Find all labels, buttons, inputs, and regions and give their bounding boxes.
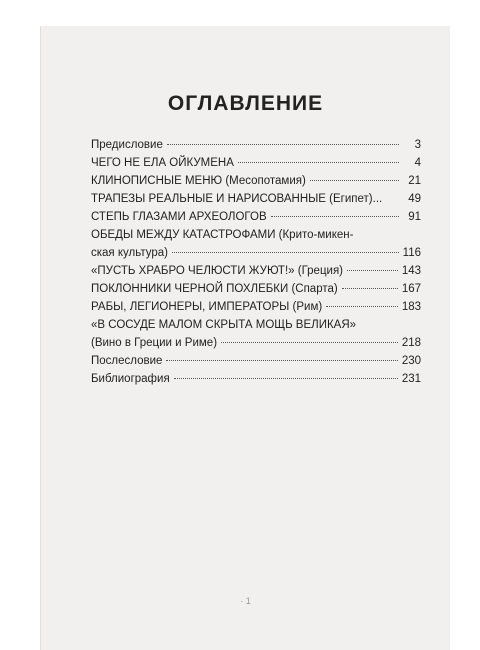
dot-leader <box>326 306 398 307</box>
toc-entry-title-continued: ская культура) <box>91 247 168 259</box>
toc-entry <box>91 226 421 262</box>
toc-entry-page: 49 <box>408 193 421 205</box>
toc-entry-page: 21 <box>408 175 421 187</box>
dot-leader <box>347 270 398 271</box>
page-folio: · 1 <box>240 596 251 606</box>
toc-entry-title: «В СОСУДЕ МАЛОМ СКРЫТА МОЩЬ ВЕЛИКАЯ» <box>91 319 357 331</box>
toc-entry-page: 231 <box>401 373 421 385</box>
dot-leader <box>342 288 398 289</box>
toc-entry-page: 143 <box>401 265 421 277</box>
dot-leader <box>238 162 399 163</box>
dot-leader <box>310 180 399 181</box>
toc-entry <box>91 154 421 172</box>
toc-entry <box>91 136 421 154</box>
dot-leader <box>271 216 399 217</box>
toc-entry-title: Библиография <box>91 373 170 385</box>
toc-entry <box>91 280 421 298</box>
toc-entry-page: 116 <box>402 247 421 259</box>
toc-entry-title: РАБЫ, ЛЕГИОНЕРЫ, ИМПЕРАТОРЫ (Рим) <box>91 301 323 313</box>
toc-entry-title: Предисловие <box>91 139 163 151</box>
toc-entry-title: ОБЕДЫ МЕЖДУ КАТАСТРОФАМИ (Крито-микен- <box>91 229 354 241</box>
toc-entry-title: ЧЕГО НЕ ЕЛА ОЙКУМЕНА <box>91 157 234 169</box>
toc-entry <box>91 208 421 226</box>
toc-entry-title: ПОКЛОННИКИ ЧЕРНОЙ ПОХЛЕБКИ (Спарта) <box>91 283 338 295</box>
toc-entry-page: 4 <box>414 157 421 169</box>
toc-entry-title: ТРАПЕЗЫ РЕАЛЬНЫЕ И НАРИСОВАННЫЕ (Египет)... <box>91 193 383 205</box>
toc-entry <box>91 262 421 280</box>
toc-entry <box>91 316 421 352</box>
table-of-contents <box>91 136 421 388</box>
toc-entry-title: СТЕПЬ ГЛАЗАМИ АРХЕОЛОГОВ <box>91 211 267 223</box>
dot-leader <box>221 342 398 343</box>
toc-entry <box>91 190 421 208</box>
toc-entry-page: 183 <box>401 301 421 313</box>
toc-entry-page: 3 <box>414 139 421 151</box>
toc-entry <box>91 370 421 388</box>
toc-entry <box>91 172 421 190</box>
toc-entry-page: 230 <box>401 355 421 367</box>
book-page <box>40 26 450 650</box>
toc-entry <box>91 352 421 370</box>
dot-leader <box>167 144 399 145</box>
toc-entry-page: 218 <box>401 337 421 349</box>
toc-entry-title: Послесловие <box>91 355 163 367</box>
dot-leader <box>172 252 399 253</box>
toc-entry <box>91 298 421 316</box>
toc-entry-title: КЛИНОПИСНЫЕ МЕНЮ (Месопотамия) <box>91 175 306 187</box>
toc-entry-page: 167 <box>401 283 421 295</box>
toc-entry-title: «ПУСТЬ ХРАБРО ЧЕЛЮСТИ ЖУЮТ!» (Греция) <box>91 265 344 277</box>
dot-leader <box>174 378 398 379</box>
toc-entry-title-continued: (Вино в Греции и Риме) <box>91 337 218 349</box>
page-title: ОГЛАВЛЕНИЕ <box>167 92 324 115</box>
toc-entry-page: 91 <box>408 211 421 223</box>
dot-leader <box>166 360 397 361</box>
